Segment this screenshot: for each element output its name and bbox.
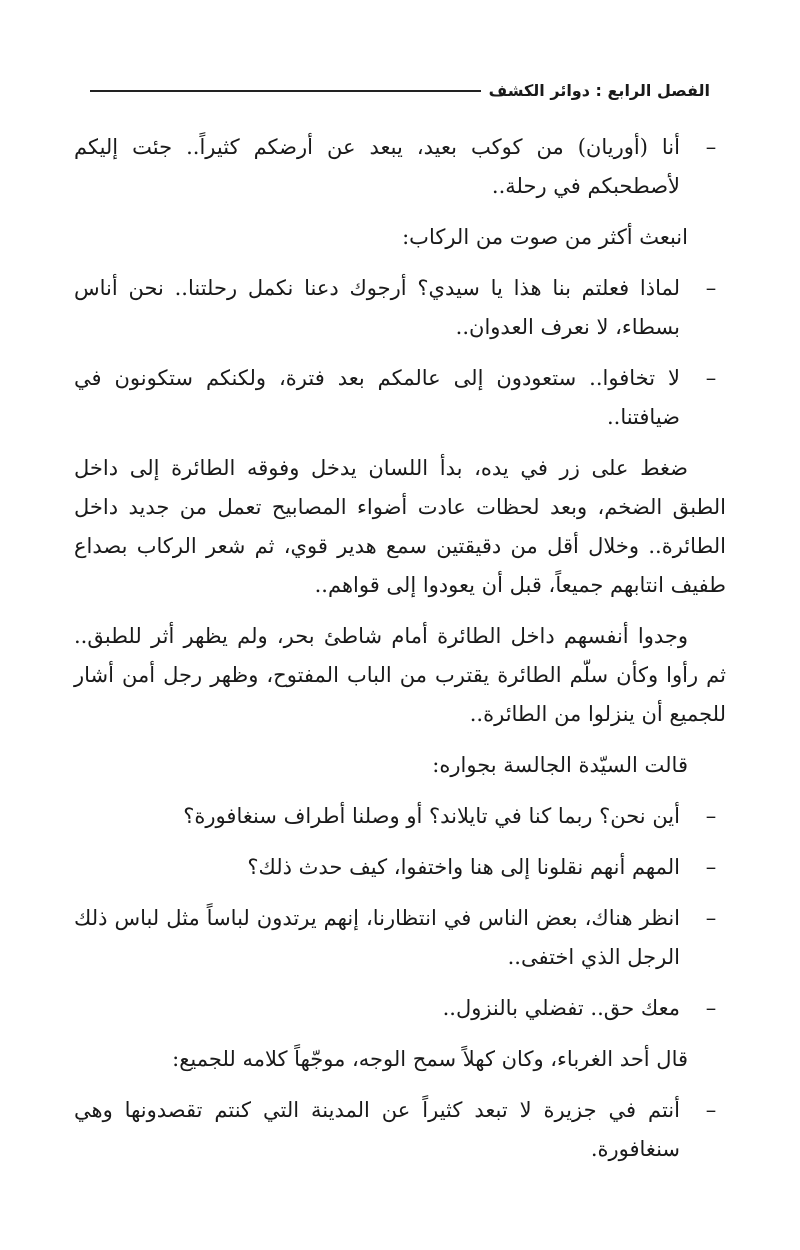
dialogue-text: انظر هناك، بعض الناس في انتظارنا، إنهم يرتدون لباساً مثل لباس ذلك الرجل الذي اختفى.. (74, 906, 680, 969)
dialogue-text: معك حق.. تفضلي بالنزول.. (442, 996, 680, 1020)
dialogue-dash: – (705, 1098, 717, 1122)
dialogue-dash: – (705, 276, 717, 300)
narration-paragraph: انبعث أكثر من صوت من الركاب: (402, 225, 688, 249)
narration-paragraph: قال أحد الغرباء، وكان كهلاً سمح الوجه، موجّهاً كلامه للجميع: (172, 1047, 688, 1071)
narration-paragraph: قالت السيّدة الجالسة بجواره: (432, 753, 688, 777)
dialogue-dash: – (705, 855, 717, 879)
dialogue-text: المهم أنهم نقلونا إلى هنا واختفوا، كيف حدث ذلك؟ (247, 855, 680, 879)
page-body (74, 128, 726, 1181)
chapter-title: الفصل الرابع : دوائر الكشف (481, 78, 710, 104)
dialogue-dash: – (705, 804, 717, 828)
dialogue-text: لماذا فعلتم بنا هذا يا سيدي؟ أرجوك دعنا نكمل رحلتنا.. نحن أناس بسطاء، لا نعرف العدوان.. (74, 276, 681, 339)
dialogue-line (74, 269, 726, 347)
dialogue-line (74, 1091, 726, 1169)
dialogue-line (74, 797, 726, 836)
running-header (90, 78, 710, 108)
dialogue-line (74, 989, 726, 1028)
dialogue-dash: – (705, 366, 717, 390)
dialogue-text: أين نحن؟ ربما كنا في تايلاند؟ أو وصلنا أطراف سنغافورة؟ (183, 804, 680, 828)
dialogue-text: لا تخافوا.. ستعودون إلى عالمكم بعد فترة، ولكنكم ستكونون في ضيافتنا.. (74, 366, 680, 429)
dialogue-line (74, 359, 726, 437)
dialogue-line (74, 899, 726, 977)
dialogue-text: أنا (أوريان) من كوكب بعيد، يبعد عن أرضكم كثيراً.. جئت إليكم لأصطحبكم في رحلة.. (74, 135, 680, 198)
dialogue-text: أنتم في جزيرة لا تبعد كثيراً عن المدينة التي كنتم تقصدونها وهي سنغافورة. (74, 1098, 680, 1161)
dialogue-dash: – (705, 996, 717, 1020)
dialogue-line (74, 128, 726, 206)
dialogue-line (74, 848, 726, 887)
dialogue-dash: – (705, 906, 717, 930)
narration-paragraph: وجدوا أنفسهم داخل الطائرة أمام شاطئ بحر، ولم يظهر أثر للطبق.. ثم رأوا وكأن سلّم الطائرة يقترب من الباب المفتوح، وظهر رجل أمن أشار للجميع أن ينزلوا من الطائرة.. (74, 624, 726, 726)
narration-paragraph: ضغط على زر في يده، بدأ اللسان يدخل وفوقه الطائرة إلى داخل الطبق الضخم، وبعد لحظات عادت أضواء المصابيح تعمل من جديد داخل الطائرة.. وخلال أقل من دقيقتين سمع هدير قوي، ثم شعر الركاب بصداع طفيف انتابهم جميعاً، قبل أن يعودوا إلى قواهم.. (74, 456, 726, 597)
dialogue-dash: – (705, 135, 717, 159)
